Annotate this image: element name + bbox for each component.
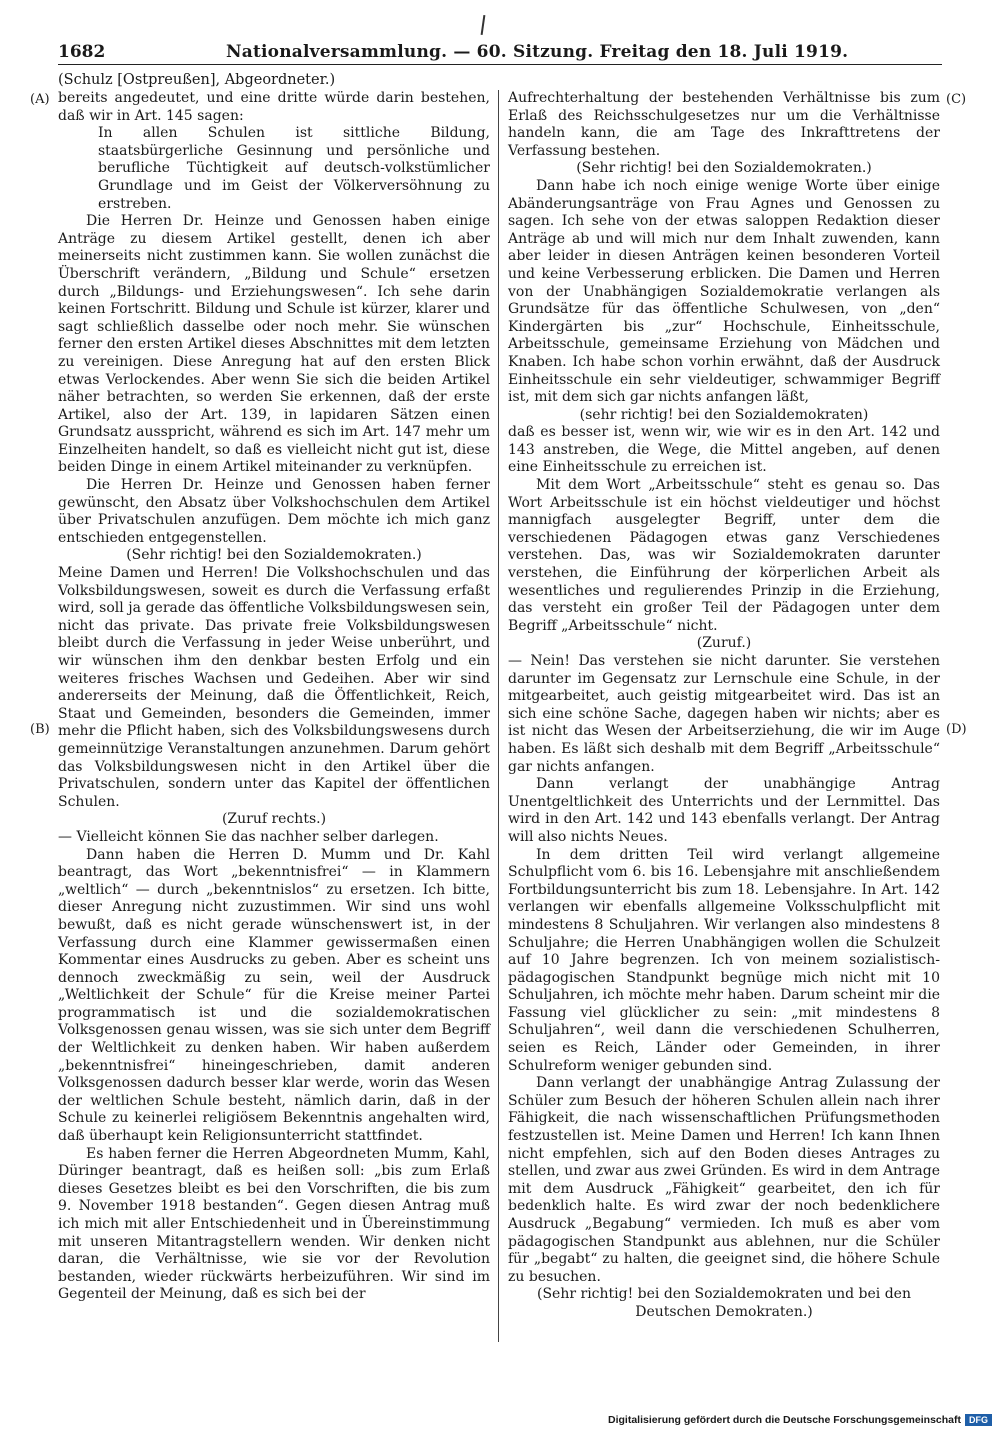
margin-marker-a: (A) (30, 92, 50, 107)
left-paragraph: bereits angedeutet, und eine dritte würde darin bestehen, daß wir in Art. 145 sagen: (58, 90, 490, 124)
column-divider (498, 90, 499, 1342)
right-paragraph: (Sehr richtig! bei den Sozialdemokraten und bei den Deutschen Demokraten.) (537, 1286, 911, 1320)
credit-text: Digitalisierung gefördert durch die Deutsche Forschungsgemeinschaft (608, 1414, 961, 1426)
running-header (58, 40, 942, 65)
left-paragraph: Die Herren Dr. Heinze und Genossen haben einige Anträge zu diesem Artikel gestellt, denen ich aber meinerseits nicht zustimmen kann. Sie wollen zunächst die Überschrift verändern, „Bildung und Schule“ ersetzen durch „Bildungs- und Erziehungswesen“. Ich sehe darin keinen Fortschritt. Bildung und Schule ist kürzer, klarer und sagt schließlich dasselbe oder noch mehr. Sie wünschen ferner den ersten Artikel dieses Abschnittes mit dem letzten zu vereinigen. Diese Anregung hat auf den ersten Blick etwas Verlockendes. Aber wenn Sie sich die beiden Artikel näher betrachten, so werden Sie erkennen, daß der erste Artikel, also der Art. 139, in lapidaren Sätzen einen Grundsatz ausspricht, während es sich im Art. 147 mehr um Einzelheiten handelt, so daß es vielleicht nicht gut ist, diese beiden Dinge in einem Artikel miteinander zu verknüpfen. (58, 213, 490, 476)
right-paragraph: Dann verlangt der unabhängige Antrag Zulassung der Schüler zum Besuch der höheren Schulen allein nach ihrer Fähigkeit, die nach wissenschaftlichen Prüfungsmethoden festzustellen ist. Meine Damen und Herren! Ich kann Ihnen nicht empfehlen, sich auf den Boden dieses Antrages zu stellen, und zwar aus zwei Gründen. Es wird in dem Antrage mit dem Ausdruck „Fähigkeit“ gearbeitet, den ich für bedenklich halte. Es wird zwar der noch bedenklichere Ausdruck „Begabung“ vermieden. Ich muß es aber vom pädagogischen Standpunkt aus ablehnen, nur die Schüler für „begabt“ zu halten, die geeignet sind, die höhere Schule zu besuchen. (508, 1075, 940, 1285)
left-column (58, 90, 490, 1304)
margin-marker-d: (D) (946, 722, 967, 737)
right-paragraph: (Sehr richtig! bei den Sozialdemokraten.) (576, 160, 872, 177)
left-paragraph: (Sehr richtig! bei den Sozialdemokraten.) (126, 547, 422, 564)
right-paragraph: Aufrechterhaltung der bestehenden Verhältnisse bis zum Erlaß des Reichsschulgesetzes nur um die Verhältnisse handeln kann, die am Tage des Inkrafttretens der Verfassung bestehen. (508, 90, 940, 159)
page-number: 1682 (58, 42, 106, 62)
right-paragraph: Dann habe ich noch einige wenige Worte über einige Abänderungsanträge von Frau Agnes und Genossen zu sagen. Ich sehe von der etwas saloppen Redaktion dieser Anträge ab und will mich nur dem Inhalt zuwenden, kann aber leider in diesen Anträgen keinen besonderen Vorteil und keine Verbesserung erblicken. Die Damen und Herren von der Unabhängigen Sozialdemokratie verlangen als Grundsätze für das öffentliche Schulwesen, von „den“ Kindergärten bis „zur“ Hochschule, Einheitsschule, Arbeitsschule, gemeinsame Erziehung von Mädchen und Knaben. Ich habe schon vorhin erwähnt, daß der Ausdruck Einheitsschule ein sehr vieldeutiger, schwammiger Begriff ist, mit dem sich gar nichts anfangen läßt, (508, 177, 940, 406)
right-paragraph: (Zuruf.) (696, 635, 752, 652)
left-paragraph: Es haben ferner die Herren Abgeordneten Mumm, Kahl, Düringer beantragt, daß es heißen soll: „bis zum Erlaß dieses Gesetzes bleibt es bei den Vorschriften, die bis zum 9. November 1918 bestanden“. Gegen diesen Antrag muß ich mich mit aller Entschiedenheit und in Übereinstimmung mit unseren Mitantragstellern wenden. Wir denken nicht daran, die Verhältnisse, wie sie vor der Revolution bestanden, wieder rückwärts herbeizuführen. Wir sind im Gegenteil der Meinung, daß es sich bei der (58, 1145, 490, 1303)
right-paragraph: In dem dritten Teil wird verlangt allgemeine Schulpflicht vom 6. bis 16. Lebensjahre mit anschließendem Fortbildungsunterricht bis zum 18. Lebensjahre. In Art. 142 verlangen wir ebenfalls allgemeine Volksschulpflicht mit mindestens 8 Schuljahren. Wir verlangen also mindestens 8 Schuljahre; die Herren Unabhängigen wollen die Schulzeit auf 10 Jahre begrenzen. Ich von meinem sozialistisch-pädagogischen Standpunkt begnüge mich nicht mit 10 Schuljahren, ich möchte mehr haben. Darum scheint mir die Fassung viel glücklicher zu sein: „mit mindestens 8 Schuljahren“, weil dann die verschiedenen Schulherren, seien es Reich, Länder oder Gemeinden, in ihrer Schulreform weniger gebunden sind. (508, 846, 940, 1074)
right-paragraph: Mit dem Wort „Arbeitsschule“ steht es genau so. Das Wort Arbeitsschule ist ein höchst vieldeutiger und höchst mannigfach ausgelegter Begriff, unter dem die verschiedenen Pädagogen etwas ganz Verschiedenes verstehen. Das, was wir Sozialdemokraten darunter verstehen, die Einführung der körperlichen Arbeit als wesentliches und regulierendes Prinzip in die Erziehung, das versteht ein großer Teil der Pädagogen unter dem Begriff „Arbeitsschule“ nicht. (508, 477, 940, 634)
margin-marker-b: (B) (30, 722, 50, 737)
footer-credit (608, 1414, 992, 1426)
pen-mark (481, 15, 486, 35)
left-paragraph: Die Herren Dr. Heinze und Genossen haben ferner gewünscht, den Absatz über Volkshochschulen dem Artikel über Privatschulen anzufügen. Dem möchte ich mich ganz entschieden entgegenstellen. (58, 477, 490, 546)
right-column (508, 90, 940, 1322)
right-paragraph: (sehr richtig! bei den Sozialdemokraten) (579, 406, 869, 423)
dfg-logo: DFG (965, 1414, 992, 1426)
right-paragraph: daß es besser ist, wenn wir, wie wir es in den Art. 142 und 143 anstreben, die Wege, die Mittel angeben, auf denen eine Einheitsschule zu erreichen ist. (508, 424, 940, 476)
margin-marker-c: (C) (946, 92, 967, 107)
left-paragraph: In allen Schulen ist sittliche Bildung, staatsbürgerliche Gesinnung und persönliche und berufliche Tüchtigkeit auf deutsch-volkstümlicher Grundlage und im Geist der Völkerversöhnung zu erstreben. (98, 125, 490, 212)
left-paragraph: (Zuruf rechts.) (221, 811, 327, 828)
right-paragraph: — Nein! Das verstehen sie nicht darunter. Sie verstehen darunter im Gegensatz zur Lernschule eine Schule, in der mitgearbeitet, auch geistig mitgearbeitet wird. Das ist an sich eine schöne Sache, dagegen haben wir nichts; aber es ist nicht das Wesen der Arbeitserziehung, die wir im Auge haben. Es läßt sich deshalb mit dem Begriff „Arbeitsschule“ gar nichts anfangen. (508, 653, 940, 775)
left-paragraph: Dann haben die Herren D. Mumm und Dr. Kahl beantragt, das Wort „bekenntnisfrei“ — in Klammern „weltlich“ — durch „bekenntnislos“ zu ersetzen. Ich bitte, dieser Anregung nicht zuzustimmen. Wir sind uns wohl bewußt, daß es nicht gerade wünschenswert ist, in der Verfassung durch eine Klammer gewissermaßen einen Kommentar eines Ausdrucks zu geben. Aber es scheint uns dennoch zweckmäßig zu sein, weil der Ausdruck „Weltlichkeit der Schule“ für die Kreise meiner Partei programmatisch ist und die sozialdemokratischen Volksgenossen genau wissen, was sie sich unter dem Begriff der Weltlichkeit zu denken haben. Wir haben außerdem „bekenntnisfrei“ hineingeschrieben, damit anderen Volksgenossen dadurch besser klar werde, worin das Wesen der weltlichen Schule besteht, nämlich darin, daß in der Schule zu keinerlei religiösem Bekenntnis angehalten wird, daß überhaupt kein Religionsunterricht stattfindet. (58, 846, 490, 1145)
running-title: Nationalversammlung. — 60. Sitzung. Freitag den 18. Juli 1919. (226, 42, 849, 62)
left-paragraph: Meine Damen und Herren! Die Volkshochschulen und das Volksbildungswesen, soweit es durch die Verfassung erfaßt wird, soll ja gerade das öffentliche Volksbildungswesen sein, nicht das private. Das private freie Volksbildungswesen bleibt durch die Verfassung in jeder Weise unberührt, und wir wünschen ihm den denkbar besten Erfolg und ein weiteres frisches Wachsen und Gedeihen. Aber wir sind andererseits der Meinung, daß die Öffentlichkeit, Reich, Staat und Gemeinden, besonders die Gemeinden, immer mehr die Pflicht haben, sich des Volksbildungswesens durch gemeinnützige Veranstaltungen anzunehmen. Darum gehört das Volksbildungswesen nicht in den Artikel über die Privatschulen, sondern unter das Kapitel der öffentlichen Schulen. (58, 565, 490, 810)
right-paragraph: Dann verlangt der unabhängige Antrag Unentgeltlichkeit des Unterrichts und der Lernmittel. Das wird in den Art. 142 und 143 ebenfalls verlangt. Der Antrag will also nichts Neues. (508, 776, 940, 845)
speaker-line: (Schulz [Ostpreußen], Abgeordneter.) (58, 72, 336, 88)
left-paragraph: — Vielleicht können Sie das nachher selber darlegen. (58, 828, 439, 845)
